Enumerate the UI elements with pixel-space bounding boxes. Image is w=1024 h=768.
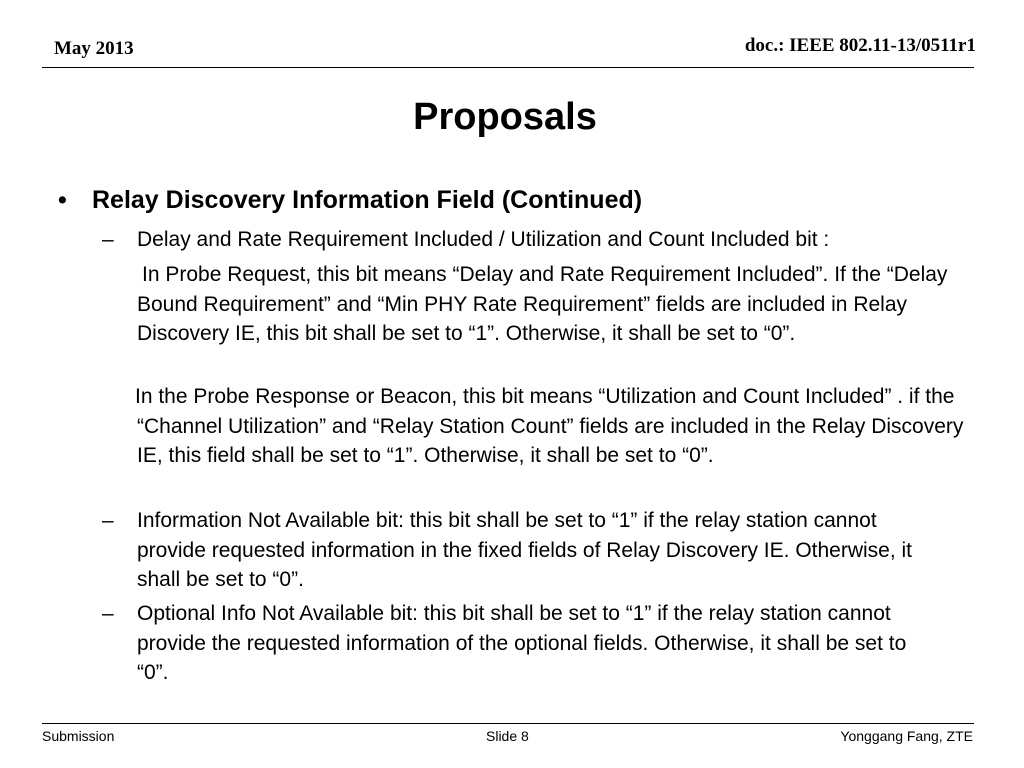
- header-date: May 2013: [54, 38, 134, 59]
- footer-divider: [42, 723, 974, 724]
- footer-submission: Submission: [42, 728, 115, 744]
- dash-item-delay-rate: [102, 225, 932, 255]
- header-divider: [42, 67, 974, 68]
- dash-icon: –: [102, 509, 114, 532]
- footer-author: Yonggang Fang, ZTE: [840, 728, 973, 744]
- bullet-icon: •: [58, 186, 67, 214]
- dash-item-optional-info-not-available: [102, 599, 932, 688]
- paragraph-probe-request: In Probe Request, this bit means “Delay and Rate Requirement Included”. If the “Delay Bound Requirement” and “Min PHY Rate Requirement” fields are included in Relay Discovery IE, this bit shall be set to “1”. Otherwise, it shall be set to “0”.: [137, 263, 948, 345]
- header-doc-id: doc.: IEEE 802.11-13/0511r1: [744, 35, 976, 56]
- dash-item-text: Optional Info Not Available bit: this bit shall be set to “1” if the relay station cannot provide the requested information of the optional fields. Otherwise, it shall be set to “0”.: [137, 602, 907, 684]
- dash-item-text: Delay and Rate Requirement Included / Utilization and Count Included bit :: [137, 228, 830, 251]
- slide-title: Proposals: [413, 96, 597, 138]
- bullet-heading-text: Relay Discovery Information Field (Continued): [92, 186, 643, 214]
- dash-icon: –: [102, 602, 114, 625]
- footer-slide-number: Slide 8: [486, 728, 529, 744]
- bullet-heading: [58, 186, 642, 215]
- paragraph-probe-response: In the Probe Response or Beacon, this bit means “Utilization and Count Included” . if the “Channel Utilization” and “Relay Station Count” fields are included in the Relay Discovery IE, this field shall be set to “1”. Otherwise, it shall be set to “0”.: [135, 385, 964, 467]
- dash-item-information-not-available: [102, 506, 932, 595]
- dash-icon: –: [102, 228, 114, 251]
- dash-item-text: Information Not Available bit: this bit shall be set to “1” if the relay station cannot provide requested information in the fixed fields of Relay Discovery IE. Otherwise, it shall be set to “0”.: [137, 509, 913, 591]
